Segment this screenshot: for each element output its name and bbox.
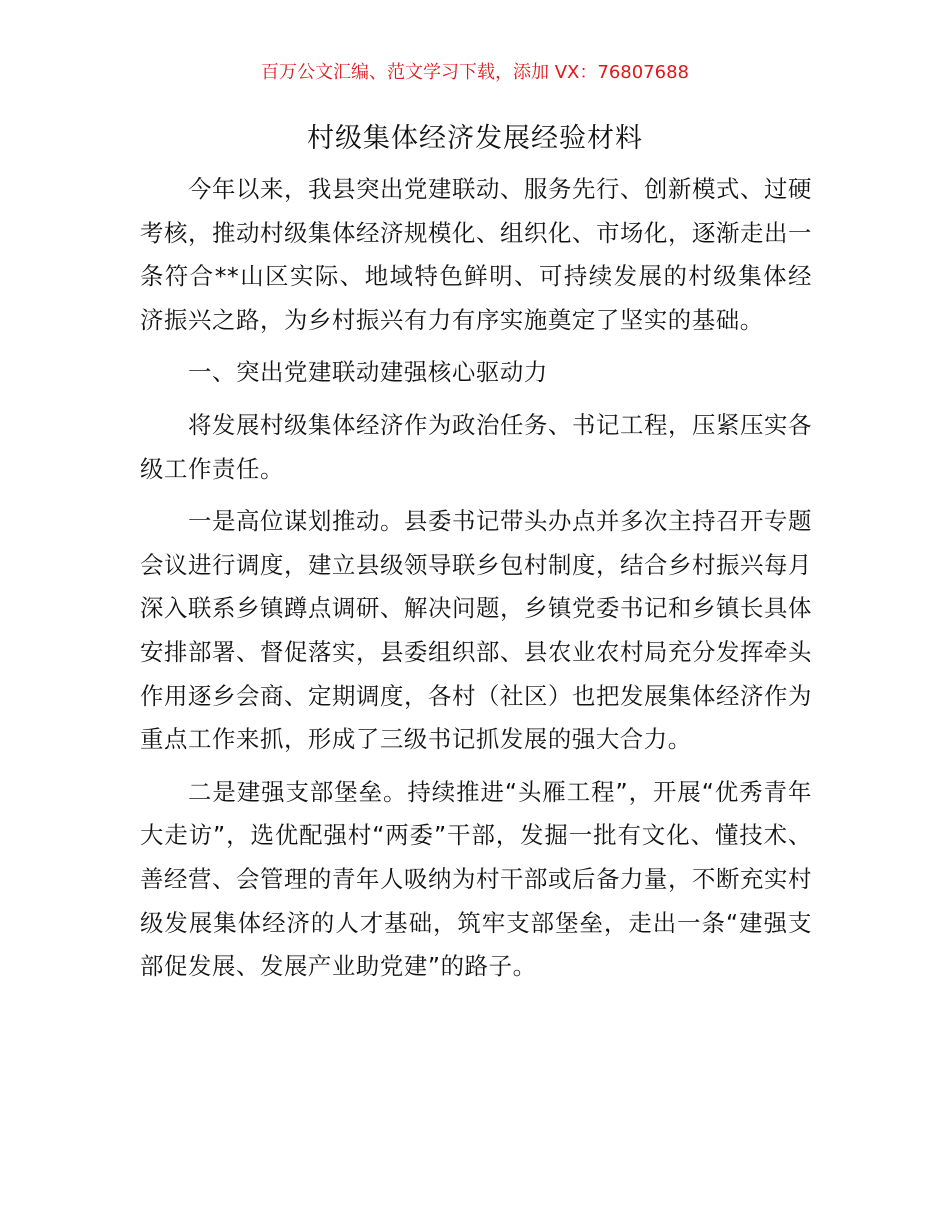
section-intro-paragraph: 将发展村级集体经济作为政治任务、书记工程，压紧压实各级工作责任。: [140, 410, 812, 483]
intro-paragraph: 今年以来，我县突出党建联动、服务先行、创新模式、过硬考核，推动村级集体经济规模化、组织化、市场化，逐渐走出一条符合**山区实际、地域特色鲜明、可持续发展的村级集体经济振兴之路，为乡村振兴有力有序实施奠定了坚实的基础。: [140, 175, 812, 334]
watermark-banner: 百万公文汇编、范文学习下载，添加 VX：76807688: [261, 62, 689, 83]
document-body: [140, 168, 812, 998]
point-two-paragraph: 二是建强支部堡垒。持续推进“头雁工程”，开展“优秀青年大走访”，选优配强村“两委”干部，发掘一批有文化、懂技术、善经营、会管理的青年人吸纳为村干部或后备力量，不断充实村级发展集体经济的人才基础，筑牢支部堡垒，走出一条“建强支部促发展、发展产业助党建”的路子。: [140, 777, 812, 981]
section-heading: 一、突出党建联动建强核心驱动力: [188, 358, 548, 387]
point-one-paragraph: 一是高位谋划推动。县委书记带头办点并多次主持召开专题会议进行调度，建立县级领导联乡包村制度，结合乡村振兴每月深入联系乡镇蹲点调研、解决问题，乡镇党委书记和乡镇长具体安排部署、督促落实，县委组织部、县农业农村局充分发挥牵头作用逐乡会商、定期调度，各村（社区）也把发展集体经济作为重点工作来抓，形成了三级书记抓发展的强大合力。: [140, 507, 812, 754]
document-title: 村级集体经济发展经验材料: [307, 123, 643, 154]
